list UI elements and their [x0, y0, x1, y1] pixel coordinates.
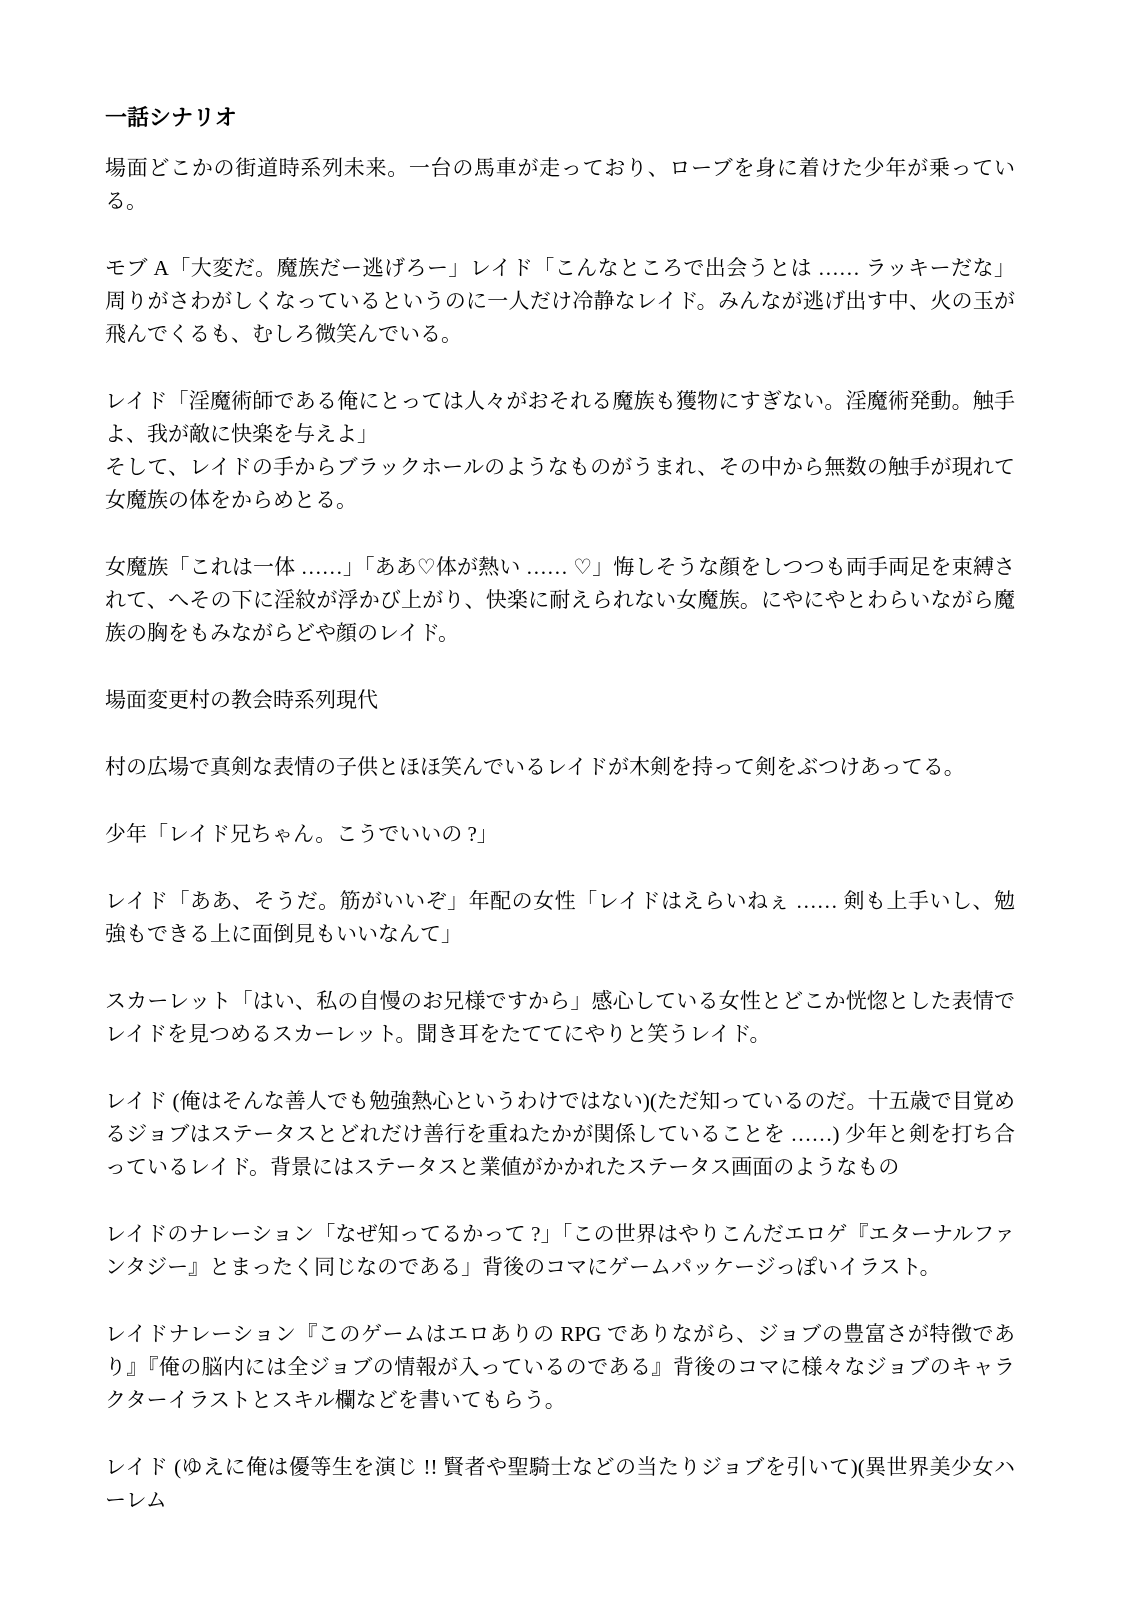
paragraph: スカーレット「はい、私の自慢のお兄様ですから」感心している女性とどこか恍惚とした表情でレイドを見つめるスカーレット。聞き耳をたててにやりと笑うレイド。 — [105, 989, 1015, 1046]
paragraph: レイド「ああ、そうだ。筋がいいぞ」年配の女性「レイドはえらいねぇ …… 剣も上手いし、勉強もできる上に面倒見もいいなんて」 — [105, 889, 1015, 946]
paragraph: 場面変更村の教会時系列現代 — [105, 688, 378, 712]
paragraph: レイドナレーション『このゲームはエロありの RPG でありながら、ジョブの豊富さが特徴であり』『俺の脳内には全ジョブの情報が入っているのである』背後のコマに様々なジョブのキャラクターイラストとスキル欄などを書いてもらう。 — [105, 1322, 1015, 1412]
paragraph: レイド (俺はそんな善人でも勉強熱心というわけではない)(ただ知っているのだ。十五歳で目覚めるジョブはステータスとどれだけ善行を重ねたかが関係していることを ……) 少年と剣を打ち合っているレイド。背景にはステータスと業値がかかれたステータス画面のようなもの — [105, 1089, 1015, 1179]
paragraph: モブ A「大変だ。魔族だー逃げろー」レイド「こんなところで出会うとは …… ラッキーだな」周りがさわがしくなっているというのに一人だけ冷静なレイド。みんなが逃げ出す中、火の玉が飛んでくるも、むしろ微笑んでいる。 — [105, 256, 1015, 346]
paragraph: 女魔族「これは一体 ……」「ああ♡体が熱い …… ♡」悔しそうな顔をしつつも両手両足を束縛されて、へその下に淫紋が浮かび上がり、快楽に耐えられない女魔族。にやにやとわらいながら魔族の胸をもみながらどや顔のレイド。 — [105, 555, 1015, 645]
paragraph: 場面どこかの街道時系列未来。一台の馬車が走っており、ローブを身に着けた少年が乗っている。 — [105, 156, 1015, 213]
paragraph: レイドのナレーション「なぜ知ってるかって ?」「この世界はやりこんだエロゲ『エターナルファンタジー』とまったく同じなのである」背後のコマにゲームパッケージっぽいイラスト。 — [105, 1222, 1015, 1279]
paragraph: そして、レイドの手からブラックホールのようなものがうまれ、その中から無数の触手が現れて女魔族の体をからめとる。 — [105, 455, 1015, 512]
paragraph: レイド「淫魔術師である俺にとっては人々がおそれる魔族も獲物にすぎない。淫魔術発動。触手よ、我が敵に快楽を与えよ」 — [105, 389, 1015, 446]
paragraph: レイド (ゆえに俺は優等生を演じ !! 賢者や聖騎士などの当たりジョブを引いて)(異世界美少女ハーレム — [105, 1455, 1015, 1512]
page-title: 一話シナリオ — [105, 105, 237, 130]
paragraph: 村の広場で真剣な表情の子供とほほ笑んでいるレイドが木剣を持って剣をぶつけあってる。 — [105, 755, 965, 779]
paragraph: 少年「レイド兄ちゃん。こうでいいの ?」 — [105, 822, 498, 846]
